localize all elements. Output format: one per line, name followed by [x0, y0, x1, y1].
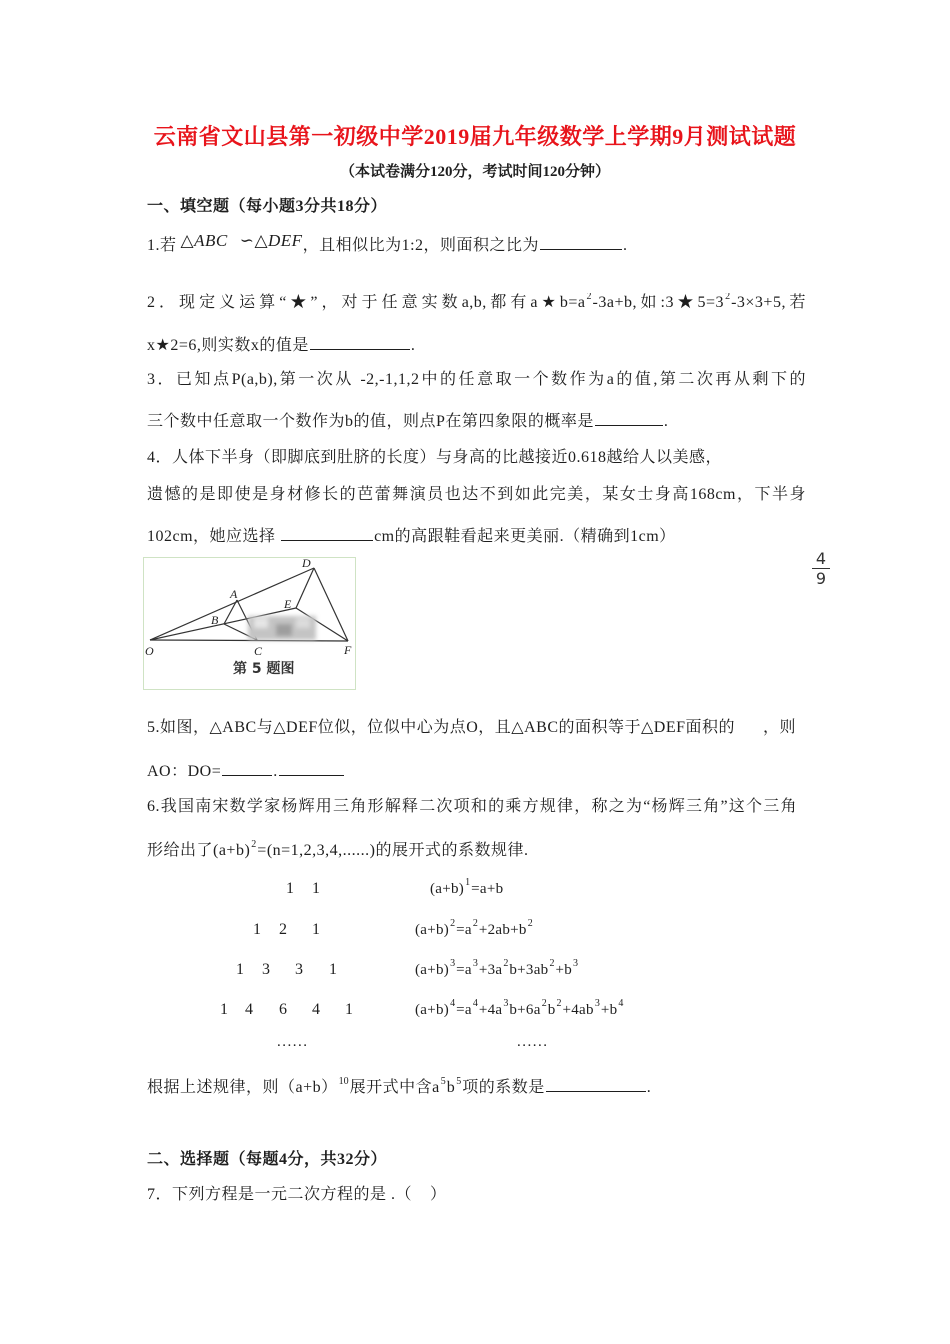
superscript: 3: [503, 998, 509, 1009]
superscript: 2: [549, 958, 555, 969]
question-2-line-2: [147, 334, 415, 354]
fraction-numerator: 4: [812, 549, 830, 569]
question-1: [147, 231, 628, 254]
conclusion-text-c: b: [446, 1079, 456, 1096]
answer-blank: [281, 525, 373, 541]
pascal-ellipsis: ......: [277, 1034, 309, 1050]
superscript: 2: [586, 293, 592, 302]
superscript: 10: [338, 1076, 349, 1087]
formula-part: (a+b): [415, 1002, 450, 1018]
formula-part: +2ab+b: [478, 922, 527, 938]
question-4-line-3: [147, 525, 676, 545]
question-7: 7．下列方程是一元二次方程的是 .（ ）: [147, 1186, 447, 1203]
pascal-value: 1: [329, 961, 337, 978]
question-6-text-b: =(n=1,2,3,4,......)的展开式的系数规律.: [257, 842, 529, 859]
formula-part: +b: [600, 1002, 618, 1018]
question-2-text-c: -3×3+5,若: [731, 294, 806, 311]
question-2-line-1: [147, 293, 806, 313]
blurred-region: [248, 616, 316, 640]
pascal-value: 1: [312, 921, 320, 938]
superscript: 2: [251, 839, 257, 850]
pascal-value: 1: [236, 961, 244, 978]
superscript: 2: [556, 998, 562, 1009]
question-5-text: 5.如图，△ABC与△DEF位似，位似中心为点O，且△ABC的面积等于△DEF面积的: [147, 719, 736, 736]
formula-part: (a+b): [415, 962, 450, 978]
pascal-value: 1: [220, 1001, 228, 1018]
question-6-line-1: 6.我国南宋数学家杨辉用三角形解释二次项和的乘方规律，称之为“杨辉三角”这个三角: [147, 798, 797, 815]
formula-ellipsis: ......: [517, 1034, 549, 1050]
formula-part: =a+b: [471, 881, 504, 897]
formula-part: +4a: [478, 1002, 503, 1018]
pascal-value: 1: [253, 921, 261, 938]
formula-part: +3a: [478, 962, 503, 978]
formula-part: b: [547, 1002, 556, 1018]
question-2-text-line-2: x★2=6,则实数x的值是: [147, 337, 309, 354]
question-1-end: .: [623, 237, 628, 254]
pascal-value: 4: [312, 1001, 320, 1018]
superscript: 4: [450, 998, 456, 1009]
expansion-formula-2: [415, 920, 534, 942]
superscript: 3: [594, 998, 600, 1009]
question-6-conclusion: [147, 1076, 651, 1096]
blur-patch: [254, 618, 268, 628]
blur-patch: [296, 618, 310, 628]
answer-blank: [540, 234, 622, 250]
figure-5-diagram: [144, 558, 355, 689]
label-d: D: [302, 558, 311, 570]
label-f: F: [344, 643, 352, 657]
question-3-line-1: 3．已知点P(a,b),第一次从 -2,-1,1,2中的任意取一个数作为a的值,第二次再从剩下的: [147, 371, 806, 388]
pascal-value: 6: [279, 1001, 287, 1018]
superscript: 2: [725, 293, 731, 302]
question-4-line-1: 4．人体下半身（即脚底到肚脐的长度）与身高的比越接近0.618越给人以美感，: [147, 449, 723, 466]
question-4-line-2: 遗憾的是即使是身材修长的芭蕾舞演员也达不到如此完美，某女士身高168cm，下半身: [147, 486, 806, 503]
question-4-text-a: 102cm，她应选择: [147, 528, 281, 545]
section-1-heading: 一、填空题（每小题3分共18分）: [147, 198, 388, 215]
superscript: 2: [472, 918, 478, 929]
question-1-prefix: 1.若: [147, 237, 177, 254]
label-a: A: [230, 587, 238, 601]
pascal-value: 1: [345, 1001, 353, 1018]
question-5-ratio-label: AO：DO=: [147, 763, 222, 780]
line-a-b: [224, 600, 237, 624]
question-5-separator: .: [273, 763, 278, 780]
formula-part: =a: [456, 962, 472, 978]
superscript: 2: [541, 998, 547, 1009]
pascal-value: 2: [279, 921, 287, 938]
conclusion-text-a: 根据上述规律，则（a+b）: [147, 1079, 338, 1096]
pascal-value: 3: [295, 961, 303, 978]
answer-blank: [595, 410, 663, 426]
question-3-line-2: [147, 410, 668, 430]
formula-part: =a: [456, 922, 472, 938]
question-5-text-end: ，则: [763, 719, 797, 736]
question-3-text-line-2: 三个数中任意取一个数作为b的值，则点P在第四象限的概率是: [147, 413, 594, 430]
question-2-text-b: -3a+b,如:3★5=3: [592, 294, 725, 311]
label-o: O: [145, 644, 154, 658]
question-3-end: .: [663, 413, 669, 430]
superscript: 3: [573, 958, 579, 969]
pascal-value: 3: [262, 961, 270, 978]
triangle-abc-formula: △ABC: [180, 231, 228, 250]
formula-part: b+6a: [509, 1002, 541, 1018]
answer-blank: [279, 760, 344, 776]
question-5-line-2: [147, 760, 345, 780]
blur-patch: [276, 624, 292, 636]
superscript: 3: [450, 958, 456, 969]
label-c: C: [254, 644, 263, 658]
line-d-e: [296, 568, 314, 608]
superscript: 2: [450, 918, 456, 929]
question-1-text: ，且相似比为1:2，则面积之比为: [302, 237, 540, 254]
conclusion-text-d: 项的系数是: [462, 1079, 545, 1096]
formula-part: =a: [456, 1002, 472, 1018]
question-5-line-1: [147, 718, 796, 738]
conclusion-end: .: [646, 1079, 652, 1096]
superscript: 4: [618, 998, 624, 1009]
fraction-denominator: 9: [815, 569, 827, 588]
superscript: 5: [456, 1076, 462, 1087]
question-6-line-2: [147, 841, 529, 861]
exam-subtitle: （本试卷满分120分，考试时间120分钟）: [339, 164, 610, 180]
superscript: 1: [465, 877, 471, 888]
conclusion-text-b: 展开式中含a: [349, 1079, 440, 1096]
expansion-formula-1: [430, 879, 503, 901]
superscript: 2: [503, 958, 509, 969]
superscript: 3: [472, 958, 478, 969]
question-2-end: .: [410, 337, 416, 354]
superscript: 4: [472, 998, 478, 1009]
answer-blank: [310, 334, 410, 350]
pascal-value: 1: [286, 880, 294, 897]
formula-part: (a+b): [430, 881, 465, 897]
formula-part: (a+b): [415, 922, 450, 938]
figure-5-frame: [143, 557, 356, 690]
figure-5-caption: 第 5 题图: [233, 661, 295, 677]
pascal-value: 1: [312, 880, 320, 897]
fraction-four-ninths: [812, 549, 830, 588]
question-2-text-a: 2．现定义运算“★”，对于任意实数a,b,都有a★b=a: [147, 294, 586, 311]
line-o-f: [150, 640, 348, 641]
expansion-formula-4: [415, 1000, 624, 1022]
expansion-formula-3: [415, 960, 579, 982]
similar-triangle-def-formula: ∽△DEF: [239, 231, 303, 250]
answer-blank: [546, 1076, 646, 1092]
formula-part: +4ab: [562, 1002, 594, 1018]
formula-part: b+3ab: [509, 962, 549, 978]
label-e: E: [284, 597, 292, 611]
label-b: B: [211, 613, 219, 627]
superscript: 2: [527, 918, 533, 929]
question-4-text-b: cm的高跟鞋看起来更美丽.（精确到1cm）: [374, 528, 676, 545]
exam-title: 云南省文山县第一初级中学2019届九年级数学上学期9月测试试题: [153, 124, 797, 149]
formula-part: +b: [555, 962, 573, 978]
superscript: 5: [440, 1076, 446, 1087]
section-2-heading: 二、选择题（每题4分，共32分）: [147, 1151, 388, 1168]
pascal-value: 4: [245, 1001, 253, 1018]
question-6-text-a: 形给出了(a+b): [147, 842, 251, 859]
answer-blank: [222, 760, 272, 776]
